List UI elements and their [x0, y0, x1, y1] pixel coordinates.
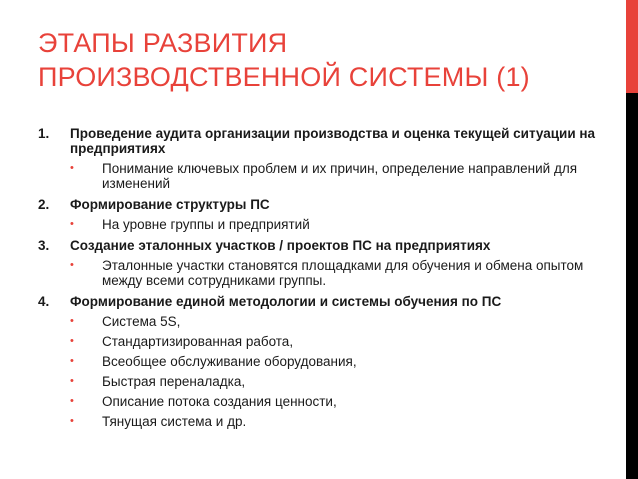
item-heading: Формирование структуры ПС: [70, 197, 270, 212]
bullet-icon: •: [70, 375, 74, 387]
slide-title-line-1: ЭТАПЫ РАЗВИТИЯ: [38, 28, 288, 58]
item-number: 3.: [38, 238, 50, 253]
item-number: 4.: [38, 294, 50, 309]
sub-bullet: [70, 354, 598, 369]
list-item-1: [38, 126, 598, 191]
sub-bullet-text: Описание потока создания ценности,: [102, 394, 337, 409]
bullet-icon: •: [70, 415, 74, 427]
list-item-3: [38, 238, 598, 288]
sub-bullet-text: Всеобщее обслуживание оборудования,: [102, 354, 357, 369]
item-number: 1.: [38, 126, 50, 141]
side-accent-bar-black: [626, 93, 638, 479]
bullet-icon: •: [70, 218, 74, 230]
item-heading: Формирование единой методологии и системы обучения по ПС: [70, 294, 502, 309]
item-number: 2.: [38, 197, 50, 212]
slide-title: [38, 26, 598, 94]
sub-bullet-text: Эталонные участки становятся площадками для обучения и обмена опытом между всеми сотрудниками группы.: [102, 258, 584, 288]
sub-bullet: [70, 334, 598, 349]
slide-title-line-2: ПРОИЗВОДСТВЕННОЙ СИСТЕМЫ (1): [38, 62, 530, 92]
sub-bullet-text: Стандартизированная работа,: [102, 334, 294, 349]
list-item-2: [38, 197, 598, 232]
list-item-4: [38, 294, 598, 429]
item-heading: Создание эталонных участков / проектов ПС на предприятиях: [70, 238, 491, 253]
item-heading: Проведение аудита организации производства и оценка текущей ситуации на предприятиях: [70, 126, 596, 156]
sub-bullet: [70, 217, 598, 232]
sub-bullet-text: Система 5S,: [102, 314, 181, 329]
sub-bullet: [70, 414, 598, 429]
side-accent-bar-red: [626, 0, 638, 93]
bullet-icon: •: [70, 355, 74, 367]
bullet-icon: •: [70, 315, 74, 327]
slide-content: [38, 126, 598, 435]
bullet-icon: •: [70, 259, 74, 271]
sub-bullet: [70, 161, 598, 191]
sub-bullet-text: Быстрая переналадка,: [102, 374, 246, 389]
bullet-icon: •: [70, 395, 74, 407]
sub-bullet-text: Понимание ключевых проблем и их причин, определение направлений для изменений: [102, 161, 578, 191]
sub-bullet: [70, 374, 598, 389]
sub-bullet-text: Тянущая система и др.: [102, 414, 247, 429]
bullet-icon: •: [70, 335, 74, 347]
sub-bullet: [70, 394, 598, 409]
bullet-icon: •: [70, 162, 74, 174]
sub-bullet: [70, 258, 598, 288]
sub-bullet: [70, 314, 598, 329]
sub-bullet-text: На уровне группы и предприятий: [102, 217, 310, 232]
